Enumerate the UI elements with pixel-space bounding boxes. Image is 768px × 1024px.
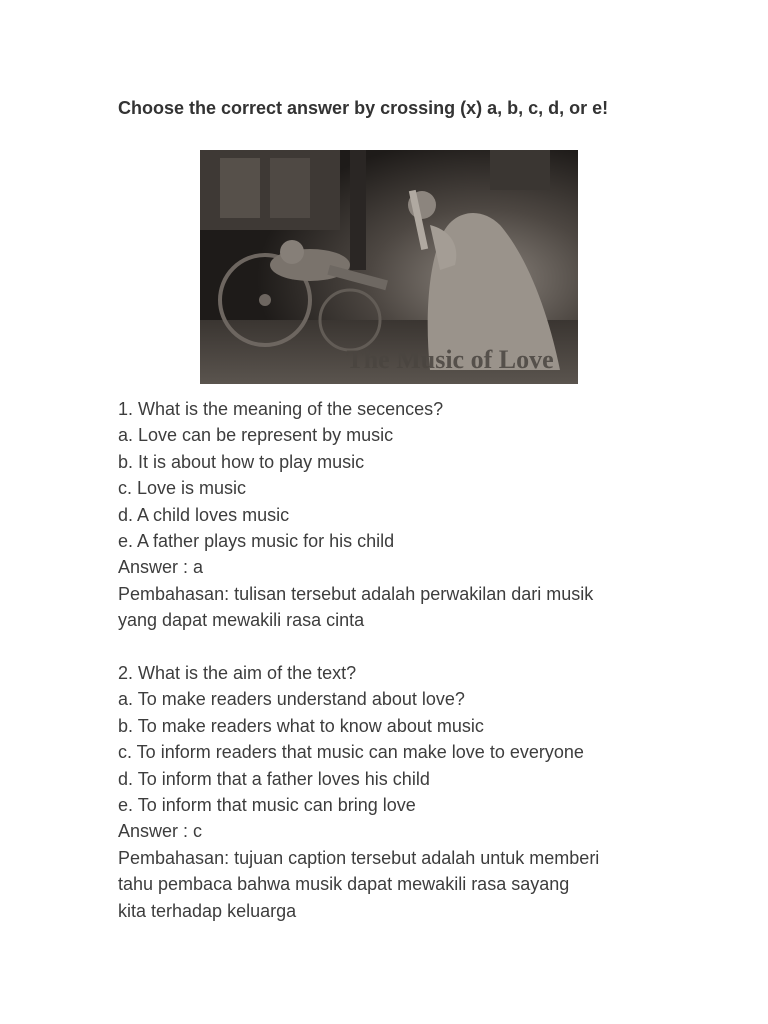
question-text: 1. What is the meaning of the secences? xyxy=(118,399,444,419)
option-e: e. To inform that music can bring love xyxy=(118,795,416,816)
question-block-1 xyxy=(118,396,718,634)
explanation-line: kita terhadap keluarga xyxy=(118,900,297,921)
instruction-heading: Choose the correct answer by crossing (x) a, b, c, d, or e! xyxy=(118,98,609,118)
answer-text: Answer : a xyxy=(118,557,204,578)
spacer xyxy=(118,634,718,660)
explanation-line: tahu pembaca bahwa musik dapat mewakili rasa sayang xyxy=(118,874,570,895)
option-c: c. To inform readers that music can make love to everyone xyxy=(118,742,584,763)
option-b: b. To make readers what to know about music xyxy=(118,715,484,736)
quiz-content xyxy=(118,396,718,924)
question-text: 2. What is the aim of the text? xyxy=(118,663,357,684)
photo-caption: The Music of Love xyxy=(346,345,554,374)
option-d: d. A child loves music xyxy=(118,504,290,525)
option-c: c. Love is music xyxy=(118,478,247,499)
option-b: b. It is about how to play music xyxy=(118,451,365,472)
option-e: e. A father plays music for his child xyxy=(118,531,395,552)
father-playing-flute-photo-icon xyxy=(200,150,578,384)
illustration-photo xyxy=(200,150,578,384)
option-a: a. Love can be represent by music xyxy=(118,425,394,446)
option-d: d. To inform that a father loves his child xyxy=(118,768,430,789)
answer-text: Answer : c xyxy=(118,821,203,842)
explanation-line: yang dapat mewakili rasa cinta xyxy=(118,610,365,631)
question-block-2 xyxy=(118,660,718,924)
option-a: a. To make readers understand about love? xyxy=(118,689,465,710)
explanation-line: Pembahasan: tulisan tersebut adalah perwakilan dari musik xyxy=(118,583,594,604)
explanation-line: Pembahasan: tujuan caption tersebut adalah untuk memberi xyxy=(118,847,600,868)
